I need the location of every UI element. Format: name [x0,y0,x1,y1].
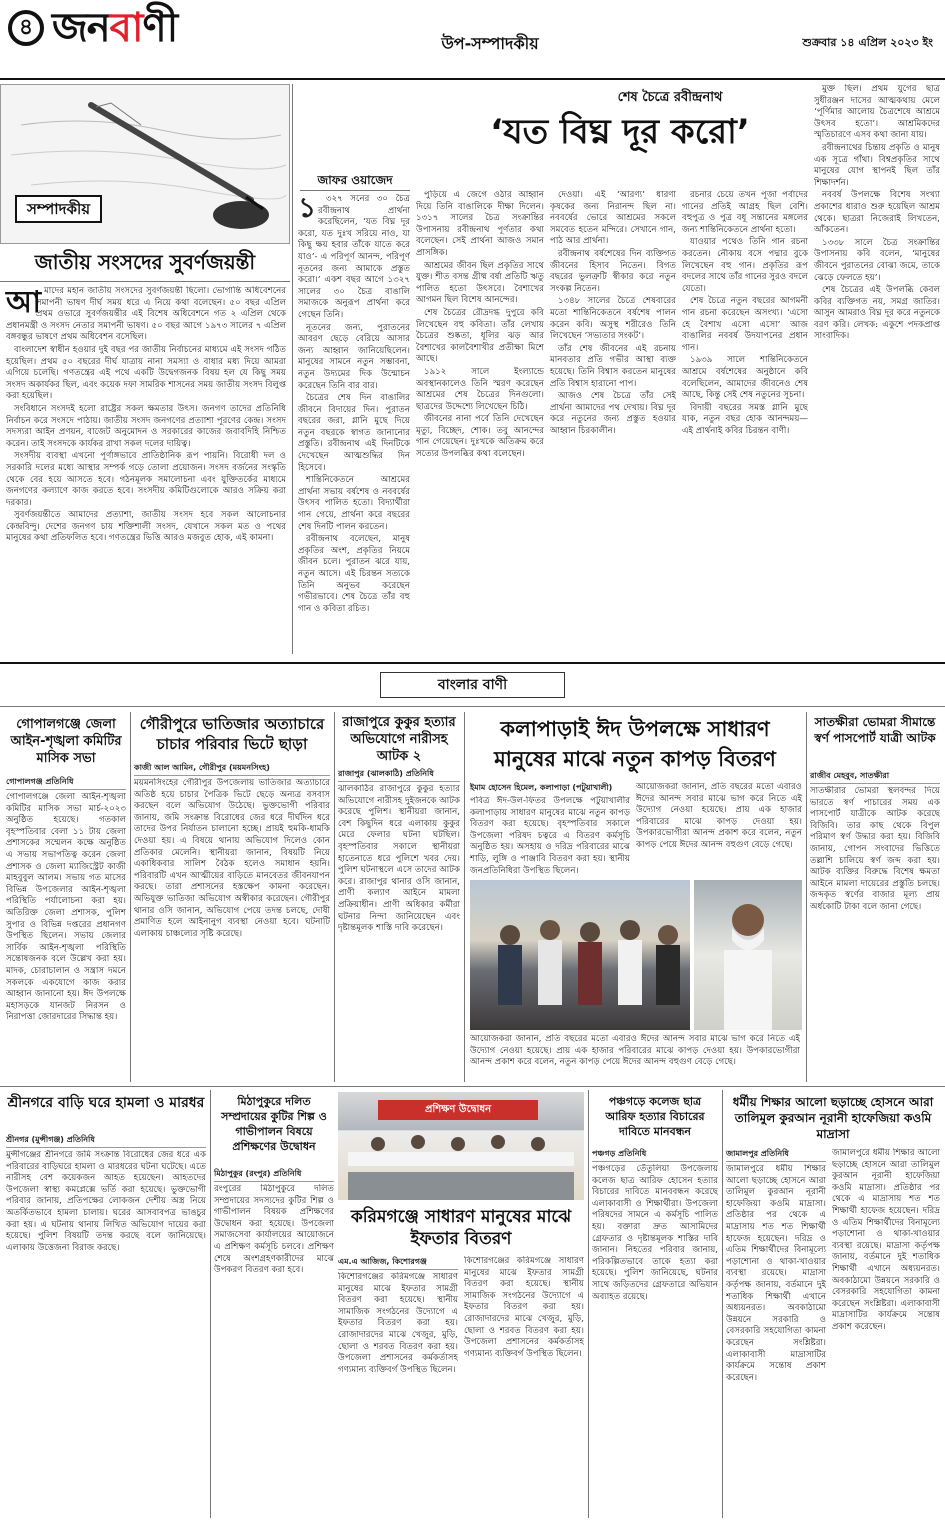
clothes-distribution-photo [470,880,690,1030]
elder-photo [694,880,802,1030]
story-body: গোপালগঞ্জে জেলা আইন-শৃঙ্খলা কমিটির মাসিক সভা মার্চ-২০২৩ অনুষ্ঠিত হয়েছে। গতকাল বৃহস্পতিবার বেলা ১১ টায় জেলা প্রশাসকের সম্মেলন কক্ষে অনুষ্ঠিত এ সভায় সভাপতিত্ব করেন জেলা প্রশাসক ও জেলা ম্যাজিস্ট্রেট কাজী মাহবুবুল আলম। সভায় গত মাসের বিভিন্ন উপজেলার আইন-শৃঙ্খলা পরিস্থিতি পর্যালোচনা করা হয়। অতিরিক্ত জেলা প্রশাসক, পুলিশ সুপার ও বিভিন্ন দপ্তরের প্রধানগণ উপস্থিত ছিলেন। সভায় জেলার সার্বিক আইন-শৃঙ্খলা পরিস্থিতি সন্তোষজনক বলে উল্লেখ করা হয়। মাদক, চোরাচালান ও সন্ত্রাস দমনে সকলকে একযোগে কাজ করার আহ্বান জানানো হয়। ঈদ উপলক্ষে মহাসড়কে যানজট নিরসন ও নিরাপত্তা জোরদারের সিদ্ধান্ত হয়। [6,792,126,1023]
story-body-2: কিশোরগঞ্জের করিমগঞ্জে সাধারণ মানুষের মাঝে ইফতার সামগ্রী বিতরণ করা হয়েছে। স্থানীয় সামাজিক সংগঠনের উদ্যোগে এ ইফতার বিতরণ করা হয়। রোজাদারদের মাঝে খেজুর, মুড়ি, ছোলা ও শরবত বিতরণ করা হয়। উপজেলা প্রশাসনের কর্মকর্তাসহ গণ্যমান্য ব্যক্তিবর্গ উপস্থিত ছিলেন। [464,1256,584,1359]
story-title: গৌরীপুরে ভাতিজার অত্যাচারে চাচার পরিবার ভিটে ছাড়া [139,715,325,753]
article-title: ‘যত বিঘ্ন দূর করো’ [490,112,750,152]
article-para: বিদায়ী বছরের সমস্ত গ্লানি মুছে যাক, নতুন বছর হোক আনন্দময়—এই প্রার্থনাই কবির চিরন্তন বাণী। [682,402,808,436]
story-byline: জামালপুর প্রতিনিধি [726,1148,826,1162]
article-para: ১৯১২ সালে ইংল্যান্ডে অবস্থানকালেও তিনি স্মরণ করেছেন আশ্রমের শেষ চৈত্রের দিনগুলো। ছাত্রদের উদ্দেশ্যে লিখেছেন চিঠি। [416,366,544,412]
article-col-4 [682,190,808,654]
logo-part-2: বা [109,5,143,51]
article-para: শেষ চৈত্রের এই উপলব্ধি কেবল কবির ব্যক্তিগত নয়, সমগ্র জাতির। আসুন আমরাও বিঘ্ন দূর করে নতুনকে বরণ করি। লেখক: একুশে পদকপ্রাপ্ত সাংবাদিক। [814,285,940,342]
section-bar: বাংলার বাণী [380,672,565,698]
story-byline: মিঠাপুকুর (রংপুর) প্রতিনিধি [214,1168,334,1182]
article-para: যাওয়ার পথেও তিনি গান রচনা করতেন। নৌকায় বসে পদ্মার বুকে লিখেছেন বহু গান। প্রকৃতির রূপ বদলের সাথে তাঁর গানের সুরও বদলে যেতো। [682,237,808,294]
editorial-para: বাংলাদেশ স্বাধীন হওয়ার দুই বছর পর জাতীয় নির্বাচনের মাধ্যমে এই সংসদ গঠিত হয়েছিল। প্রথম ৫০ বছরের দীর্ঘ যাত্রায় নানা সমস্যা ও বাধার মধ্য দিয়ে আমরা এগিয়ে চলেছি। গণতন্ত্রের এই পথে একটি উদ্বেগজনক বিষয় হল যে কিছু সময় সংসদ অকার্যকর ছিল, এবং কয়েক দফা সামরিক শাসনের সময় জাতীয় সংসদ বিলুপ্ত করা হয়েছিল। [6,344,286,402]
story-body: কিশোরগঞ্জের করিমগঞ্জে সাধারণ মানুষের মাঝে ইফতার সামগ্রী বিতরণ করা হয়েছে। স্থানীয় সামাজিক সংগঠনের উদ্যোগে এ ইফতার বিতরণ করা হয়। রোজাদারদের মাঝে খেজুর, মুড়ি, ছোলা ও শরবত বিতরণ করা হয়। উপজেলা প্রশাসনের কর্মকর্তাসহ গণ্যমান্য ব্যক্তিবর্গ উপস্থিত ছিলেন। [338,1272,458,1375]
editorial-para: সুবর্ণজয়ন্তীতে আমাদের প্রত্যাশা, জাতীয় সংসদ হবে সকল আলোচনার কেন্দ্রবিন্দু। দেশের জনগণ চায় শক্তিশালী সংসদ, যেখানে সকল মত ও পথের মানুষের কথা প্রতিফলিত হবে। গণতন্ত্রের ভিত্তি আরও মজবুত হোক, এই কামনা। [6,510,286,544]
article-para: ১৩৪৮ সালের চৈত্রে শেষবারের মতো শান্তিনিকেতনে বর্ষশেষ পালন করেন কবি। অসুস্থ শরীরেও তিনি লিখেছেন ‘সভ্যতার সংকট’। [550,296,676,342]
article-drop-cap: ১ [298,194,317,224]
story-byline: রাজাপুর (ঝালকাঠি) প্রতিনিধি [338,768,460,782]
story-byline: ইমাম হোসেন হিমেল, কলাপাড়া (পটুয়াখালী) [470,783,613,792]
story-body-2: আয়োজকরা জানান, প্রতি বছরের মতো এবারও ঈদের আনন্দ সবার মাঝে ভাগ করে নিতে এই উদ্যোগ নেওয়া হয়েছে। প্রায় এক হাজার পরিবারের মাঝে কাপড় দেওয়া হয়। উপকারভোগীরা আনন্দ প্রকাশ করে বলেন, নতুন কাপড় পেয়ে ঈদের আনন্দ বহুগুণ বেড়ে গেছে। [636,782,802,850]
story-title: করিমগঞ্জে সাধারণ মানুষের মাঝে ইফতার বিতরণ [350,1207,572,1249]
column-divider [806,712,807,1082]
article-para: চৈত্রের শেষ দিন বাঙালির জীবনে বিদায়ের দিন। পুরাতন বছরের জরা, গ্লানি মুছে দিয়ে নতুন বছরকে স্বাগত জানানোর প্রস্তুতি। রবীন্দ্রনাথ এই দিনটিকে দেখেছেন আত্মশুদ্ধির দিন হিসেবে। [298,393,410,473]
story-title: রাজাপুরে কুকুর হত্যার অভিযোগে নারীসহ আটক ২ [342,715,456,764]
story-title: সাতক্ষীরা ভোমরা সীমান্তে স্বর্ণ পাসপোর্ট যাত্রী আটক [814,715,936,745]
story-byline: এম.এ আজিজ, কিশোরগঞ্জ [338,1256,458,1270]
story-title: শ্রীনগরে বাড়ি ঘরে হামলা ও মারধর [7,1095,205,1111]
article-para: রবীন্দ্রনাথ বলেছেন, মানুষ প্রকৃতির অংশ, প্রকৃতির নিয়মে জীবন চলে। পুরাতন ঝরে যায়, নতুন আসে। এই চিরন্তন সত্যকে তিনি অনুভব করেছেন গভীরভাবে। শেষ চৈত্রে তাঁর বহু গান ও কবিতা রচিত। [298,534,410,614]
story-byline: গোপালগঞ্জ প্রতিনিধি [6,776,126,790]
story-title: কলাপাড়াই ঈদ উপলক্ষে সাধারণ মানুষের মাঝে নতুন কাপড় বিতরণ [494,717,776,771]
editorial-para: মাদের মহান জাতীয় সংসদের সুবর্ণজয়ন্তী ছিলো। ভোগান্তি অধিবেশনের সমাপনী ভাষণ দীর্ঘ সময় ধরে এ নিয়ে কথা বলেছেন। ৫০ বছর এপ্রিল প্রথম ওভারে সুবর্ণজয়ন্তীর এই বিশেষ অধিবেশনে গত ২ এপ্রিল থেকে প্রধানমন্ত্রী ও সংসদ নেতার সমাপনী ভাষণ। ৫০ বছর আগে ১৯৭৩ সালের ৭ এপ্রিল বঙ্গবন্ধুর ভাষণে প্রথম অধিবেশন বসেছিল। [6,286,286,343]
story-body: পঞ্চগড়ের তেঁতুলিয়া উপজেলায় কলেজ ছাত্র আরিফ হোসেন হত্যার বিচারের দাবিতে মানববন্ধন করেছে এলাকাবাসী ও শিক্ষার্থীরা। উপজেলা পরিষদের সামনে এ কর্মসূচি পালিত হয়। বক্তারা দ্রুত আসামিদের গ্রেফতার ও দৃষ্টান্তমূলক শাস্তির দাবি জানান। নিহতের পরিবার জানায়, পরিকল্পিতভাবে তাকে হত্যা করা হয়েছে। পুলিশ জানিয়েছে, ঘটনার সাথে জড়িতদের গ্রেফতারে অভিযান অব্যাহত রয়েছে। [592,1164,718,1302]
masthead-rule [0,78,945,80]
article-para: আজও শেষ চৈত্রে তাঁর সেই প্রার্থনা আমাদের পথ দেখায়। বিঘ্ন দূর করে নতুনের জন্য প্রস্তুত হওয়ার আহ্বান চিরকালীন। [550,391,676,436]
article-author: জাফর ওয়াজেদ [300,172,410,191]
editorial-badge: সম্পাদকীয় [15,195,102,223]
story-body: ঝালকাঠির রাজাপুরে কুকুর হত্যার অভিযোগে নারীসহ দুইজনকে আটক করেছে পুলিশ। স্থানীয়রা জানান, বেশ কিছুদিন ধরে এলাকায় কুকুর মেরে ফেলার ঘটনা ঘটছিল। বৃহস্পতিবার সকালে স্থানীয়রা হাতেনাতে ধরে পুলিশে খবর দেয়। পুলিশ ঘটনাস্থলে এসে তাদের আটক করে। রাজাপুর থানার ওসি জানান, প্রাণী কল্যাণ আইনে মামলা প্রক্রিয়াধীন। প্রাণী অধিকার কর্মীরা ঘটনার নিন্দা জানিয়েছেন এবং দৃষ্টান্তমূলক শাস্তি দাবি করেছেন। [338,784,460,934]
article-para: ৩২৭ সনের ৩০ চৈত্র রবীন্দ্রনাথ প্রার্থনা করেছিলেন, ‘যত বিঘ্ন দূর করো, যত দুঃখ সরিয়ে নাও, যা কিছু ক্ষয় হবার তাঁকে যাতে করে যাও’- এ পরিপূর্ণ আনন্দ, পরিপূর্ণ নূতনের জন্য আমাকে প্রস্তুত করো।’ একশ বছর আগে ১৩২৭ সালের ৩০ চৈত্র বাঙালি সমাজকে অনুরূপ প্রার্থনা করে গেছেন তিনি। [298,194,410,320]
article-para: নববর্ষ উপলক্ষে বিশেষ সংখ্যা প্রকাশের ধারাও শুরু হয়েছিল আশ্রম থেকে। ছাত্ররা নিজেরাই লিখতেন, আঁকতেন। [814,190,940,236]
logo-part-1: জন [52,5,110,51]
logo [52,6,177,50]
section-title: উপ-সম্পাদকীয় [441,34,539,53]
story-body: সাতক্ষীরার ভোমরা স্থলবন্দর দিয়ে ভারতে স্বর্ণ পাচারের সময় এক পাসপোর্ট যাত্রীকে আটক করেছে বিজিবি। তার কাছ থেকে বিপুল পরিমাণ স্বর্ণ উদ্ধার করা হয়। বিজিবি জানায়, গোপন সংবাদের ভিত্তিতে তল্লাশি চালিয়ে স্বর্ণ জব্দ করা হয়। আটক ব্যক্তির বিরুদ্ধে বিশেষ ক্ষমতা আইনে মামলা দায়েরের প্রস্তুতি চলছে। জব্দকৃত স্বর্ণের বাজার মূল্য প্রায় অর্ধকোটি টাকা বলে জানা গেছে। [810,786,940,912]
story-byline: পঞ্চগড় প্রতিনিধি [592,1148,718,1162]
row-rule [0,1086,945,1087]
story-byline: রাজীব মেহবুব, সাতক্ষীরা [810,770,940,784]
story-body: মুন্সীগঞ্জের শ্রীনগরে জমি সংক্রান্ত বিরোধের জের ধরে এক পরিবারের বাড়িঘরে হামলা ও মারধরের ঘটনা ঘটেছে। এতে নারীসহ বেশ কয়েকজন আহত হয়েছেন। আহতদের উপজেলা স্বাস্থ্য কমপ্লেক্সে ভর্তি করা হয়েছে। ভুক্তভোগী পরিবার জানায়, প্রতিপক্ষের লোকজন দেশীয় অস্ত্র নিয়ে অতর্কিতভাবে হামলা চালায়। ঘরের আসবাবপত্র ভাঙচুর করা হয়। এ ঘটনায় থানায় লিখিত অভিযোগ দায়ের করা হয়েছে। পুলিশ বিষয়টি তদন্ত করছে বলে জানিয়েছে। এলাকায় উত্তেজনা বিরাজ করছে। [6,1150,206,1253]
page-number: ৪ [8,10,44,46]
editorial-text [6,286,286,646]
editorial-para: সংসদীয় ব্যবস্থা এখনো পূর্ণাঙ্গভাবে প্রাতিষ্ঠানিক রূপ পায়নি। বিরোধী দল ও সরকারি দলের মধ্যে আস্থার সম্পর্ক গড়ে তোলা প্রয়োজন। সংসদ বর্জনের সংস্কৃতি থেকে বের হয়ে আসতে হবে। গঠনমূলক সমালোচনা এবং যুক্তিতর্কের মাধ্যমে জনগণের কল্যাণে কাজ করতে হবে। সংসদীয় কমিটিগুলোকে আরও সক্রিয় করা দরকার। [6,451,286,508]
article-para: রচনার চেয়ে তখন পূজা পর্বাদের গানের প্রতিই আগ্রহ ছিল বেশি। বহুপুত্র ও পুত্র বধূ সন্তানের মঙ্গলের জন্য শান্তিনিকেতনে প্রার্থনা হতো। [682,190,808,235]
article-para: তাঁর শেষ জীবনের এই রচনায় মানবতার প্রতি গভীর আস্থা ব্যক্ত হয়েছে। তিনি বিশ্বাস করতেন মানুষের প্রতি বিশ্বাস হারানো পাপ। [550,343,676,389]
editorial-title: জাতীয় সংসদের সুবর্ণজয়ন্তী [34,250,256,274]
column-divider [464,712,465,1082]
editorial-drop-cap: আ [6,285,41,320]
column-divider [334,712,335,1082]
masthead [0,0,945,80]
story-body: রংপুরের মিঠাপুকুরে দলিত সম্প্রদায়ের সদস্যদের কুটির শিল্প ও গাভীপালন বিষয়ক প্রশিক্ষণের উদ্বোধন করা হয়েছে। উপজেলা সমাজসেবা কার্যালয়ের আয়োজনে এ প্রশিক্ষণ কর্মসূচি চলবে। প্রশিক্ষণ শেষে অংশগ্রহণকারীদের মাঝে উপকরণ বিতরণ করা হবে। [214,1184,334,1276]
article-para: ১৩৩৮ সালে চৈত্র সংক্রান্তির উপাসনায় কবি বলেন, ‘মানুষের জীবনে পুরাতনের বোঝা জমে, তাকে ঝেড়ে ফেলতে হয়’। [814,237,940,283]
crowd-photo-icon [470,880,690,1030]
column-divider [588,1090,589,1518]
article-para: রবীন্দ্রনাথের চিন্তায় প্রকৃতি ও মানুষ এক সূত্রে গাঁথা। বিশ্বপ্রকৃতির সাথে মানুষের যোগ স্থাপনই ছিল তাঁর শিক্ষাদর্শন। [814,142,940,188]
article-para: মুক্ত ছিল। প্রথম যুগের ছাত্র সুধীরঞ্জন দাসের আত্মকথায় মেলে ‘পূর্ণিমার আলোয় চৈত্রশেষে আশ্রমে উৎসব হতো’। আশ্রমিকদের স্মৃতিচারণে এসব কথা জানা যায়। [814,84,940,141]
issue-date: শুক্রবার ১৪ এপ্রিল ২০২৩ ইং [802,36,933,49]
article-para: আশ্রমের জীবন ছিল প্রকৃতির সাথে যুক্ত। শীত বসন্ত গ্রীষ্ম বর্ষা প্রতিটি ঋতু পালিত হতো উৎসবে। বৈশাখের আগমন ছিল বিশেষ আনন্দের। [416,260,544,306]
story-body: ময়মনসিংহের গৌরীপুর উপজেলায় ভাতিজার অত্যাচারে অতিষ্ঠ হয়ে চাচার পৈত্রিক ভিটে ছেড়ে অন্যত্র বসবাস করছেন বলে অভিযোগ উঠেছে। ভুক্তভোগী পরিবার জানায়, জমি সংক্রান্ত বিরোধের জের ধরে দীর্ঘদিন ধরে তাদের উপর নির্যাতন চালানো হচ্ছে। প্রায়ই হুমকি-ধামকি দেওয়া হয়। এ বিষয়ে থানায় অভিযোগ দিলেও কোন প্রতিকার মেলেনি। স্থানীয়রা জানান, বিষয়টি নিয়ে একাধিকবার সালিশ বৈঠক হলেও সমাধান হয়নি। পরিবারটি এখন আত্মীয়ের বাড়িতে মানবেতর জীবনযাপন করছে। তারা প্রশাসনের হস্তক্ষেপ কামনা করেছেন। অভিযুক্ত ভাতিজা অভিযোগ অস্বীকার করেছেন। গৌরীপুর থানার ওসি জানান, অভিযোগ পেয়ে তদন্ত চলছে, দোষী প্রমাণিত হলে আইনানুগ ব্যবস্থা নেওয়া হবে। ঘটনাটি এলাকায় চাঞ্চল্যের সৃষ্টি করেছে। [134,778,330,939]
editorial-body [6,286,286,646]
logo-part-3: ণী [142,5,178,51]
story-body-2: জামালপুরে ধর্মীয় শিক্ষার আলো ছড়াচ্ছে হোসনে আরা তালিমুল কুরআন নূরানী হাফেজিয়া কওমি মাদ্রাসা। প্রতিষ্ঠার পর থেকে এ মাদ্রাসায় শত শত শিক্ষার্থী হাফেজ হয়েছেন। দরিদ্র ও এতিম শিক্ষার্থীদের বিনামূল্যে পড়াশোনা ও থাকা-খাওয়ার ব্যবস্থা রয়েছে। মাদ্রাসা কর্তৃপক্ষ জানায়, বর্তমানে দুই শতাধিক শিক্ষার্থী এখানে অধ্যয়নরত। অবকাঠামো উন্নয়নে সরকারি ও বেসরকারি সহযোগিতা কামনা করেছেন সংশ্লিষ্টরা। এলাকাবাসী মাদ্রাসাটির কার্যক্রমে সন্তোষ প্রকাশ করেছেন। [832,1148,940,1332]
article-para: শান্তিনিকেতনে আশ্রমের প্রার্থনা সভায় বর্ষশেষ ও নববর্ষের উৎসব পালিত হতো। বিদ্যার্থীরা গান গেয়ে, প্রার্থনা করে বছরের শেষ দিনটি পালন করতেন। [298,475,410,532]
article-col-3 [550,190,676,654]
article-para: শেষ চৈত্রে নতুন বছরের আগমনী গান রচনা করেছেন অসংখ্য। ‘এসো হে বৈশাখ এসো এসো’ আজ বাঙালির নববর্ষ উদযাপনের প্রধান গান। [682,296,808,353]
section-rule-bottom [0,706,945,707]
section-rule-top [0,662,945,664]
editorial-title-rule [0,281,290,282]
editorial-illustration [0,84,290,244]
column-divider [722,1090,723,1518]
meeting-photo-icon [338,1092,584,1200]
training-photo [338,1092,584,1200]
article-kicker: শেষ চৈত্রে রবীন্দ্রনাথ [617,90,723,105]
story-title: মিঠাপুকুরে দলিত সম্প্রদায়ের কুটির শিল্প ও গাভীপালন বিষয়ে প্রশিক্ষণের উদ্বোধন [221,1095,327,1153]
column-divider [130,712,131,1082]
article-col-5 [814,84,940,654]
person-photo-icon [694,880,802,1030]
article-para: দেওয়া। এই ‘আরণ্য’ ধারণা কৃষকের জন্য নিরানন্দ ছিল না। নববর্ষের ভোরে আশ্রমের সকলে সমবেত হতেন মন্দিরে। সেখানে গান, পাঠ আর প্রার্থনা। [550,190,676,247]
article-para: রবীন্দ্রনাথ বর্ষশেষের দিন ব্যক্তিগত জীবনের হিসাব নিতেন। বিগত বছরের ভুলত্রুটি স্বীকার করে নতুন সংকল্প নিতেন। [550,248,676,294]
story-body: জামালপুরে ধর্মীয় শিক্ষার আলো ছড়াচ্ছে হোসনে আরা তালিমুল কুরআন নূরানী হাফেজিয়া কওমি মাদ্রাসা। প্রতিষ্ঠার পর থেকে এ মাদ্রাসায় শত শত শিক্ষার্থী হাফেজ হয়েছেন। দরিদ্র ও এতিম শিক্ষার্থীদের বিনামূল্যে পড়াশোনা ও থাকা-খাওয়ার ব্যবস্থা রয়েছে। মাদ্রাসা কর্তৃপক্ষ জানায়, বর্তমানে দুই শতাধিক শিক্ষার্থী এখানে অধ্যয়নরত। অবকাঠামো উন্নয়নে সরকারি ও বেসরকারি সহযোগিতা কামনা করেছেন সংশ্লিষ্টরা। এলাকাবাসী মাদ্রাসাটির কার্যক্রমে সন্তোষ প্রকাশ করেছেন। [726,1164,826,1383]
article-col-2 [416,190,544,654]
story-title: গোপালগঞ্জে জেলা আইন-শৃঙ্খলা কমিটির মাসিক সভা [10,717,122,766]
editorial-para: সংবিধানে সংসদই হলো রাষ্ট্রের সকল ক্ষমতার উৎস। জনগণ তাদের প্রতিনিধি নির্বাচন করে সংসদে পাঠায়। জাতীয় সংসদ জনগণের প্রত্যাশা পূরণের কেন্দ্র। সংসদ সদস্যরা আইন প্রণয়ন, বাজেট অনুমোদন ও সরকারের কাজের জবাবদিহি নিশ্চিত করেন। তাই সংসদকে কার্যকর রাখা সকল দলের দায়িত্ব। [6,403,286,449]
story-body-cont: আয়োজকরা জানান, প্রতি বছরের মতো এবারও ঈদের আনন্দ সবার মাঝে ভাগ করে নিতে এই উদ্যোগ নেওয়া হয়েছে। প্রায় এক হাজার পরিবারের মাঝে কাপড় দেওয়া হয়। উপকারভোগীরা আনন্দ প্রকাশ করে বলেন, নতুন কাপড় পেয়ে ঈদের আনন্দ বহুগুণ বেড়ে গেছে। [470,1034,800,1068]
article-para: নূতনের জন্য, পুরাতনের আবরণ ছেড়ে বেরিয়ে আসার জন্য আহ্বান জানিয়েছিলেন। মানুষের সামনে নতুন সম্ভাবনা, নতুন উদ্যমের দিক উন্মোচন করেছেন তিনি বার বার। [298,322,410,391]
article-para: শেষ চৈত্রের রৌদ্রদগ্ধ দুপুরে কবি লিখেছেন বহু কবিতা। তাঁর লেখায় চৈত্রের শুষ্কতা, ধূলির ঝড় আর বৈশাখের কালবৈশাখীর প্রতীক্ষা মিশে আছে। [416,307,544,365]
story-title: পঞ্চগড়ে কলেজ ছাত্র আরিফ হত্যার বিচারের দাবিতে মানবন্ধন [605,1095,705,1138]
story-title: ধর্মীয় শিক্ষার আলো ছড়াচ্ছে হোসনে আরা তালিমুল কুরআন নূরানী হাফেজিয়া কওমি মাদ্রাসা [732,1095,934,1141]
article-para: ১৯৩৯ সালে শান্তিনিকেতনে আশ্রমে বর্ষশেষের অনুষ্ঠানে কবি বলেছিলেন, আমাদের জীবনেও শেষ আছে, কিন্তু সেই শেষ নতুনের সূচনা। [682,355,808,401]
story-byline: কাজী আল আমিন, গৌরীপুর (ময়মনসিংহ) [134,762,330,776]
article-col-1 [298,194,410,654]
story-body: পবিত্র ঈদ-উল-ফিতর উপলক্ষে পটুয়াখালীর কলাপাড়ায় সাধারণ মানুষের মাঝে নতুন কাপড় বিতরণ করা হয়েছে। বৃহস্পতিবার সকালে উপজেলা পরিষদ চত্বরে এ বিতরণ কর্মসূচি অনুষ্ঠিত হয়। অসহায় ও দরিদ্র পরিবারের মাঝে শাড়ি, লুঙ্গি ও পাঞ্জাবি বিতরণ করা হয়। স্থানীয় জনপ্রতিনিধিরা উপস্থিত ছিলেন। [470,796,630,876]
training-banner: প্রশিক্ষণ উদ্বোধন [378,1100,538,1120]
column-divider [210,1090,211,1518]
column-divider [292,84,293,654]
article-para: জীবনের নানা পর্বে তিনি দেখেছেন মৃত্যু, বিচ্ছেদ, শোক। তবু আনন্দের গান গেয়েছেন। দুঃখকে অতিক্রম করে সত্যের উপলব্ধির কথা বলেছেন। [416,414,544,460]
story-byline: শ্রীনগর (মুন্সীগঞ্জ) প্রতিনিধি [6,1134,206,1148]
article-para: পুড়িয়ে এ জেগে ওঠার আহ্বান দিয়ে তিনি বাঙালিকে দীক্ষা দিলেন। ১৩১৭ সালের চৈত্র সংক্রান্তির উপাসনায় রবীন্দ্রনাথ পূর্ণতার কথা বলেছেন। সেই প্রার্থনা আজও সমান প্রাসঙ্গিক। [416,190,544,258]
